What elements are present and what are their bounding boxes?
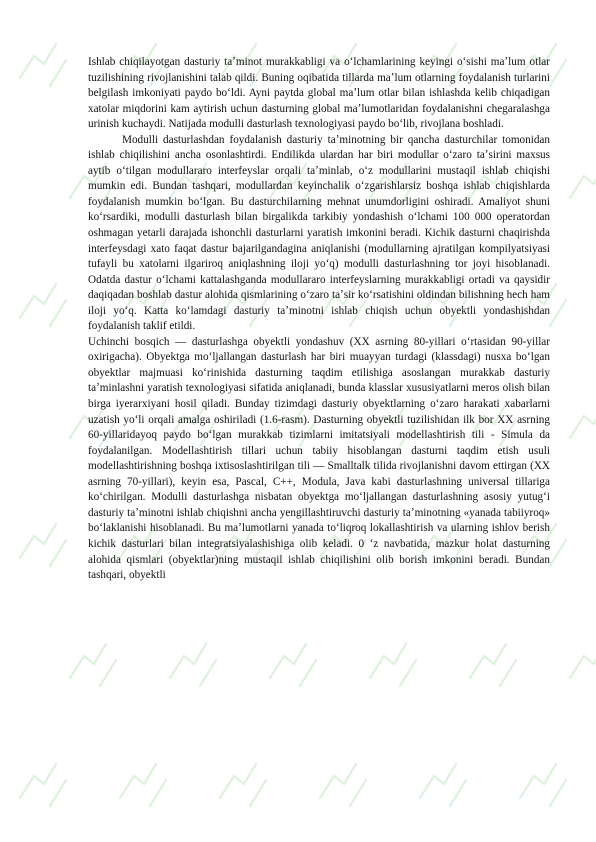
paragraph-2: Modulli dasturlashdan foydalanish dasturiy taʼminotning bir qancha dasturchilar tomonidan ishlab chiqilishini ancha osonlashtirdi. Endilikda ulardan har biri modullar oʻzaro taʼsirini maxsus aytib oʻtilgan modullararo interfeyslar orqali taʼminlab, oʻz modullarini mustaqil ishlab chiqishi mumkin edi. Bundan tashqari, modullardan keyinchalik oʻzgarishlarsiz boshqa ishlab chiqishlarda foydalanish mumkin boʻlgan. Bu dasturchilarning mehnat unumdorligini oshiradi. Amaliyot shuni koʻrsardiki, modulli dasturlash bilan birgalikda tarkibiy yondashish oʻlchami 100 000 operatordan oshmagan yetarli darajada ishonchli dasturlarni yaratish imkonini beradi. Kichik dasturni chaqirishda interfeysdagi xato faqat dastur bajarilgandagina aniqlanishi (modullarning ajratilgan kompilyatsiyasi tufayli bu xatolarni ilgariroq aniqlashning iloji yoʻq) modulli dasturlashning tor joyi hisoblanadi. Odatda dastur oʻlchami kattalashganda modullararo interfeyslarning murakkabligi ortadi va qaysidir daqiqadan boshlab dastur alohida qismlarining oʻzaro taʼsir koʻrsatishini oldindan bilishning hech ham iloji yoʻq. Katta koʻlamdagi dasturiy taʼminotni ishlab chiqish uchun obyektli yondashishdan foydalanish taklif etildi.	[88, 133, 550, 333]
watermark-stroke	[570, 644, 596, 686]
paragraph-3: Uchinchi bosqich — dasturlashga obyektli yondashuv (XX asrning 80-yillari oʻrtasidan 90-yillar oxirigacha). Obyektga moʻljallangan dasturlash har biri muayyan turdagi (klassdagi) nusxa boʻlgan obyektlar majmuasi koʻrinishida dasturning taqdim etilishiga asoslangan murakkab dasturiy taʼminlashni yaratish texnologiyasi sifatida aniqlanadi, bunda klasslar xususiyatlarni meros olish bilan birga iyerarxiyani hosil qiladi. Bunday tizimdagi dasturiy obyektlarning oʻzaro harakati xabarlarni uzatish yoʻli orqali amalga oshiriladi (1.6-rasm). Dasturning obyektli tuzilishidan ilk bor XX asrning 60-yillaridayoq paydo boʻlgan murakkab tizimlarni imitatsiyali modellashtirish tili - Simula da foydalanilgan. Modellashtirish tillari uchun tabiiy hisoblangan dasturni taqdim etish usuli modellashtirishning boshqa ixtisoslashtirilgan tili — Smalltalk tilida rivojlanishni davom ettirgan (XX asrning 70-yillari), keyin esa, Pascal, C++, Modula, Java kabi dasturlashning universal tillariga koʻchirilgan. Modulli dasturlashga nisbatan obyektga moʻljallangan dasturlashning asosiy yutugʻi dasturiy taʼminotni ishlab chiqishni ancha yengillashtiruvchi dasturiy taʼminotning «yanada tabiiyroq» boʻlaklanishi hisoblanadi. Bu maʼlumotlarni yanada toʻliqroq lokallashtirish va ularning ishlov berish kichik dasturlari bilan integratsiyalashishiga olib keladi. 0 ʻz navbatida, mazkur holat dasturning alohida qismlari (obyektlar)ning mustaqil ishlab chiqilishini olib borish imkonini beradi. Bundan tashqari, obyektli	[88, 335, 550, 582]
watermark-stroke	[220, 764, 266, 806]
watermark-stroke	[320, 764, 366, 806]
watermark-stroke	[20, 524, 66, 566]
watermark-stroke	[20, 284, 66, 326]
watermark-stroke	[470, 644, 516, 686]
document-body	[88, 55, 550, 584]
watermark-stroke	[370, 644, 416, 686]
watermark-stroke	[270, 644, 316, 686]
watermark-stroke	[570, 404, 596, 446]
watermark-stroke	[120, 764, 166, 806]
watermark-stroke	[420, 764, 466, 806]
watermark-stroke	[70, 644, 116, 686]
watermark-stroke	[20, 764, 66, 806]
paragraph-1: Ishlab chiqilayotgan dasturiy taʼminot murakkabligi va oʻlchamlarining keyingi oʻsishi maʼlum otlar tuzilishining rivojlanishini talab qildi. Buning oqibatida tillarda maʼlum otlarning foydalanish turlarini belgilash imkoniyati paydo boʻldi. Ayni paytda global maʼlum otlar bilan ishlashda kelib chiqadigan xatolar miqdorini kam aytirish uchun dasturning global maʼlumotlaridan foydalanishni chegaralashga urinish kuchaydi. Natijada modulli dasturlash texnologiyasi paydo boʻlib, rivojlana boshladi.	[88, 56, 550, 131]
watermark-stroke	[170, 644, 216, 686]
watermark-stroke	[570, 164, 596, 206]
watermark-stroke	[520, 764, 566, 806]
watermark-stroke	[20, 44, 66, 86]
